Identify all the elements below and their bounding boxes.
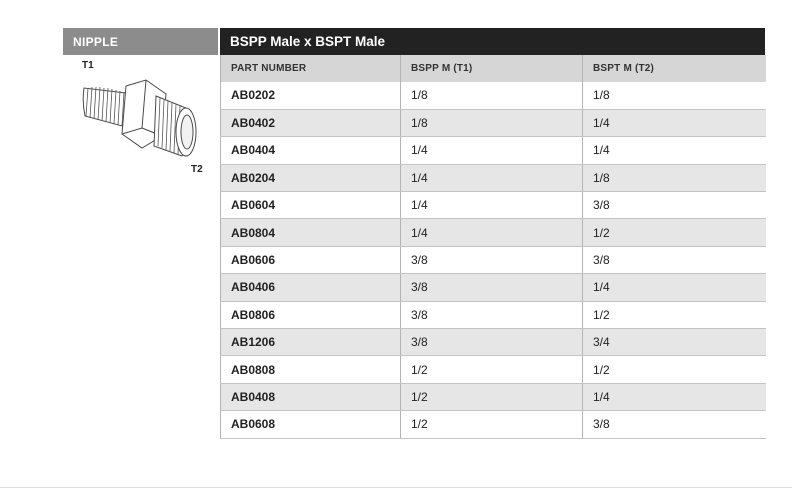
table-row bbox=[221, 356, 766, 383]
column-header-bspt: BSPT M (T2) bbox=[583, 55, 766, 82]
part-number-cell: AB1206 bbox=[221, 329, 401, 356]
part-number-cell: AB0604 bbox=[221, 192, 401, 219]
bspp-cell: 1/4 bbox=[401, 192, 583, 219]
table-header-row bbox=[221, 55, 766, 82]
table-row bbox=[221, 82, 766, 109]
column-header-bspp: BSPP M (T1) bbox=[401, 55, 583, 82]
table-row bbox=[221, 274, 766, 301]
bspt-cell: 1/4 bbox=[583, 137, 766, 164]
bottom-divider bbox=[0, 487, 792, 488]
bspp-cell: 1/2 bbox=[401, 411, 583, 438]
label-t2: T2 bbox=[191, 164, 203, 175]
nipple-fitting-illustration bbox=[70, 58, 215, 178]
bspt-cell: 1/8 bbox=[583, 164, 766, 191]
part-number-cell: AB0608 bbox=[221, 411, 401, 438]
bspt-cell: 1/4 bbox=[583, 109, 766, 136]
bspp-cell: 3/8 bbox=[401, 274, 583, 301]
part-number-cell: AB0402 bbox=[221, 109, 401, 136]
category-label: NIPPLE bbox=[73, 34, 119, 49]
bspp-cell: 1/2 bbox=[401, 356, 583, 383]
bspt-cell: 1/4 bbox=[583, 274, 766, 301]
table-row bbox=[221, 383, 766, 410]
parts-table-section bbox=[220, 28, 765, 439]
bspp-cell: 1/8 bbox=[401, 109, 583, 136]
bspp-cell: 1/4 bbox=[401, 164, 583, 191]
part-number-cell: AB0202 bbox=[221, 82, 401, 109]
part-number-cell: AB0408 bbox=[221, 383, 401, 410]
bspt-cell: 1/8 bbox=[583, 82, 766, 109]
part-number-cell: AB0204 bbox=[221, 164, 401, 191]
part-number-cell: AB0406 bbox=[221, 274, 401, 301]
bspp-cell: 3/8 bbox=[401, 301, 583, 328]
table-row bbox=[221, 246, 766, 273]
bspt-cell: 1/2 bbox=[583, 356, 766, 383]
bspt-cell: 1/4 bbox=[583, 383, 766, 410]
bspp-cell: 1/8 bbox=[401, 82, 583, 109]
table-title-text: BSPP Male x BSPT Male bbox=[230, 34, 386, 49]
bspp-cell: 3/8 bbox=[401, 246, 583, 273]
bspt-cell: 3/8 bbox=[583, 411, 766, 438]
bspp-cell: 1/4 bbox=[401, 219, 583, 246]
bspt-cell: 1/2 bbox=[583, 301, 766, 328]
fitting-diagram bbox=[70, 58, 215, 178]
part-number-cell: AB0606 bbox=[221, 246, 401, 273]
category-header bbox=[63, 28, 218, 55]
table-row bbox=[221, 137, 766, 164]
bspt-cell: 3/8 bbox=[583, 192, 766, 219]
table-row bbox=[221, 164, 766, 191]
table-row bbox=[221, 109, 766, 136]
column-header-part-number: PART NUMBER bbox=[221, 55, 401, 82]
bspp-cell: 1/2 bbox=[401, 383, 583, 410]
bspt-cell: 3/4 bbox=[583, 329, 766, 356]
parts-table bbox=[220, 55, 766, 439]
bspt-cell: 1/2 bbox=[583, 219, 766, 246]
part-number-cell: AB0808 bbox=[221, 356, 401, 383]
table-row bbox=[221, 219, 766, 246]
table-row bbox=[221, 411, 766, 438]
bspt-cell: 3/8 bbox=[583, 246, 766, 273]
part-number-cell: AB0404 bbox=[221, 137, 401, 164]
table-title bbox=[220, 28, 765, 55]
part-number-cell: AB0804 bbox=[221, 219, 401, 246]
bspp-cell: 3/8 bbox=[401, 329, 583, 356]
label-t1: T1 bbox=[82, 60, 94, 71]
part-number-cell: AB0806 bbox=[221, 301, 401, 328]
table-row bbox=[221, 329, 766, 356]
table-row bbox=[221, 301, 766, 328]
table-row bbox=[221, 192, 766, 219]
bspp-cell: 1/4 bbox=[401, 137, 583, 164]
